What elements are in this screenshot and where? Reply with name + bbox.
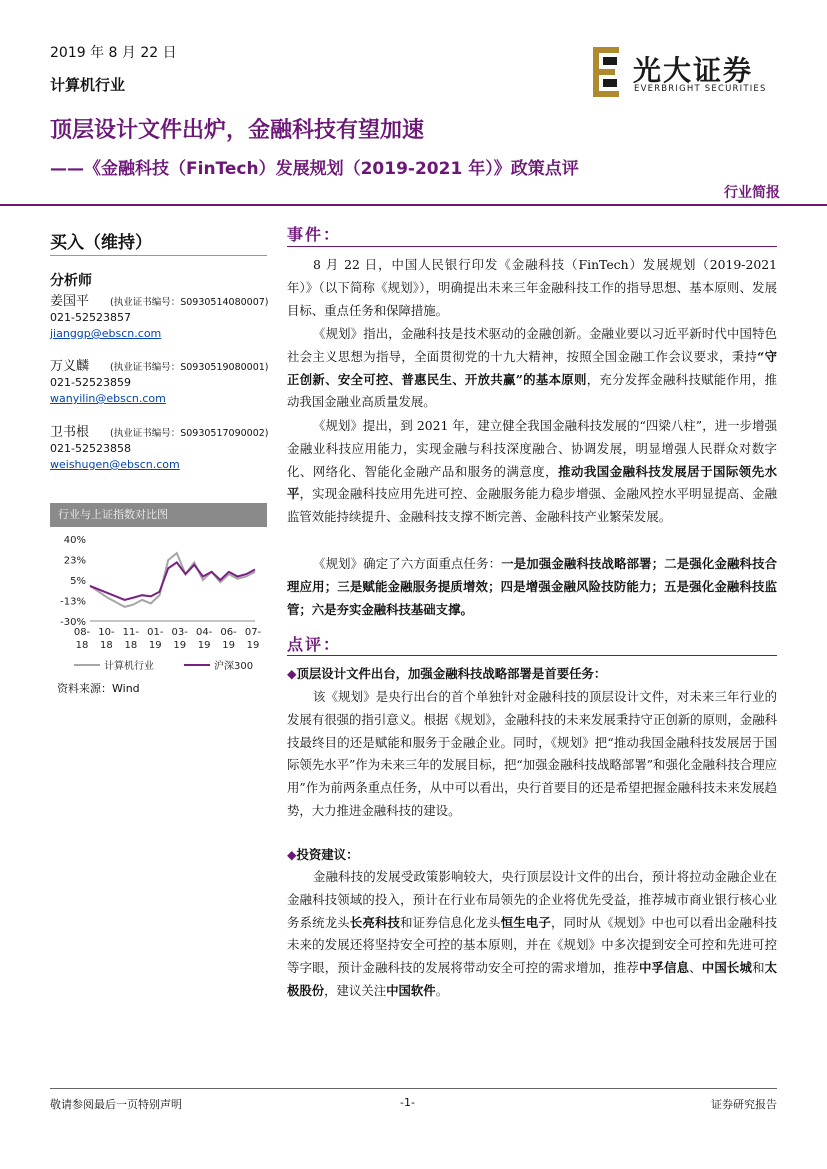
emphasis-text: 推动我国金融科技发展居于国际领先水平 [287, 463, 778, 502]
x-tick-label: 10-18 [98, 627, 115, 651]
paragraph-text: 《规划》指出，金融科技是技术驱动的金融创新。金融业要以习近平新时代中国特色社会主义思想为指导，全面贯彻党的十九大精神，按照全国金融工作会议要求，秉持 [287, 326, 777, 364]
event-paragraph [287, 415, 777, 529]
event-paragraph [287, 254, 777, 322]
emphasis-text: 长亮科技 [349, 914, 401, 930]
comment-divider [287, 655, 777, 656]
report-title: 顶层设计文件出炉，金融科技有望加速 [50, 118, 425, 143]
diamond-bullet-icon: ◆ [287, 666, 297, 681]
emphasis-text: 恒生电子 [500, 914, 551, 930]
analyst-phone: 021-52523858 [50, 442, 131, 455]
analyst-name: 万义麟 [50, 359, 90, 374]
analyst-card [50, 425, 280, 473]
x-tick-label: 07-19 [244, 627, 262, 651]
y-tick-label: -13% [60, 596, 86, 608]
emphasis-text: 中国软件 [386, 982, 436, 998]
point1-heading-text: 顶层设计文件出台，加强金融科技战略部署是首要任务： [296, 666, 607, 681]
event-heading: 事件： [287, 225, 342, 244]
analyst-phone: 021-52523857 [50, 311, 131, 324]
rating: 买入（维持） [50, 233, 152, 253]
series-line-1 [90, 562, 255, 600]
rating-divider [50, 255, 267, 256]
x-tick-label: 04-19 [195, 627, 213, 651]
footer-report-label: 证券研究报告 [711, 1098, 777, 1111]
paragraph-text: ，充分发挥金融科技赋能作用，推动我国金融业高质量发展。 [287, 371, 777, 410]
analyst-name: 姜国平 [50, 294, 90, 309]
point2-heading [287, 845, 358, 863]
point1-heading [287, 664, 606, 682]
analyst-email-link[interactable]: wanyilin@ebscn.com [50, 392, 166, 405]
footer-divider [50, 1088, 777, 1089]
paragraph-text: 《规划》确定了六方面重点任务： [313, 556, 502, 571]
report-subtitle: ——《金融科技（FinTech）发展规划（2019-2021 年）》政策点评 [50, 159, 579, 179]
legend-label: 沪深300 [214, 661, 254, 672]
analyst-card [50, 294, 280, 342]
paragraph-text: 该《规划》是央行出台的首个单独针对金融科技的顶层设计文件，对未来三年行业的发展有很强的指引意义。根据《规划》，金融科技的未来发展秉持守正创新的原则，金融科技最终目的还是赋能和服务于金融企业。同时，《规划》把“推动我国金融科技发展居于国际领先水平”作为未来三年的发展目标，把“加强金融科技战略部署”和强化金融科技合理应用”作为前两条重点任务，从中可以看出，央行首要目的还是希望把握金融科技未来发展趋势，大力推进金融科技的建设。 [287, 689, 777, 818]
emphasis-text: 中国长城 [701, 960, 753, 976]
event-paragraph [287, 553, 777, 621]
logo-name-en: EVERBRIGHT SECURITIES [634, 84, 767, 94]
paragraph-text: 8 月 22 日，中国人民银行印发《金融科技（FinTech）发展规划（2019-2021 年）》（以下简称《规划》），明确提出未来三年金融科技工作的指导思想、基本原则、发展目标、重点任务和保障措施。 [287, 257, 777, 318]
paragraph-text: 。 [435, 982, 449, 998]
chart-plot [50, 527, 267, 677]
paragraph-text: ，同时从《规划》中也可以看出金融科技未来的发展还将坚持安全可控的基本原则，并在《规划》中多次提到安全可控和先进可控等字眼，预计金融科技的发展将带动安全可控的需求增加，推荐 [287, 914, 778, 976]
y-tick-label: 40% [63, 535, 86, 546]
analyst-email-link[interactable]: weishugen@ebscn.com [50, 458, 180, 471]
emphasis-text: “守正创新、安全可控、普惠民生、开放共赢”的基本原则 [287, 348, 777, 387]
event-paragraph [287, 323, 777, 414]
emphasis-text: 中孚信息 [638, 960, 690, 976]
paragraph-text: 《规划》提出，到 2021 年，建立健全我国金融科技发展的“四梁八柱”，进一步增强金融业科技应用能力，实现金融与科技深度融合、协调发展，明显增强人民群众对数字化、网络化、智能化金融产品和服务的满意度， [287, 418, 777, 479]
report-date: 2019 年 8 月 22 日 [50, 45, 177, 61]
diamond-bullet-icon: ◆ [287, 847, 297, 862]
chart-source: 资料来源：Wind [57, 682, 140, 695]
comparison-chart [50, 503, 267, 677]
analyst-cert: (执业证书编号：S0930514080007) [110, 297, 269, 308]
x-tick-label: 08-18 [73, 627, 91, 651]
point2-paragraph [287, 866, 777, 1003]
logo-name-cn: 光大证券 [633, 54, 754, 87]
comment-heading: 点评： [287, 635, 342, 654]
y-tick-label: 23% [63, 555, 86, 567]
x-tick-label: 06-19 [220, 627, 237, 651]
paragraph-text: 、 [689, 960, 702, 976]
event-divider [287, 246, 777, 247]
paragraph-text: ，实现金融科技应用先进可控、金融服务能力稳步增强、金融风控水平明显提高、金融监管效能持续提升、金融科技支撑不断完善、金融科技产业繁荣发展。 [287, 486, 778, 525]
logo-mark-icon [593, 47, 625, 97]
header-divider [0, 204, 827, 206]
paragraph-text: 和证券信息化龙头 [400, 914, 501, 930]
page-number: -1- [400, 1096, 415, 1109]
analyst-phone: 021-52523859 [50, 376, 131, 389]
footer-disclaimer: 敬请参阅最后一页特别声明 [50, 1098, 182, 1111]
company-logo [593, 47, 783, 101]
paragraph-text: 金融科技的发展受政策影响较大，央行顶层设计文件的出台，预计将拉动金融企业在金融科技领域的投入，预计在行业布局领先的企业将优先受益，推荐城市商业银行核心业务系统龙头 [287, 869, 777, 930]
report-type: 行业简报 [724, 185, 780, 201]
analyst-cert: (执业证书编号：S0930519080001) [110, 362, 269, 373]
x-tick-label: 11-18 [122, 627, 140, 651]
analyst-email-link[interactable]: jianggp@ebscn.com [50, 327, 162, 340]
y-tick-label: -30% [60, 617, 86, 628]
analyst-cert: (执业证书编号：S0930517090002) [110, 428, 269, 439]
point2-heading-text: 投资建议： [296, 847, 359, 862]
x-tick-label: 03-19 [171, 627, 188, 651]
series-line-0 [90, 553, 255, 607]
analyst-name: 卫书根 [50, 425, 90, 440]
paragraph-text: ，建议关注 [324, 982, 387, 998]
paragraph-text: 和 [752, 960, 765, 976]
analyst-heading: 分析师 [50, 273, 92, 289]
y-tick-label: 5% [70, 576, 86, 587]
x-tick-label: 01-19 [147, 627, 164, 651]
industry-label: 计算机行业 [50, 76, 126, 94]
emphasis-text: 一是加强金融科技战略部署；二是强化金融科技合理应用；三是赋能金融服务提质增效；四是增强金融风险技防能力；五是强化金融科技监管；六是夯实金融科技基础支撑。 [287, 556, 778, 617]
analyst-card [50, 359, 280, 407]
chart-title: 行业与上证指数对比图 [50, 503, 267, 527]
legend-label: 计算机行业 [104, 661, 154, 672]
emphasis-text: 太极股份 [287, 960, 778, 998]
point1-paragraph [287, 686, 777, 823]
